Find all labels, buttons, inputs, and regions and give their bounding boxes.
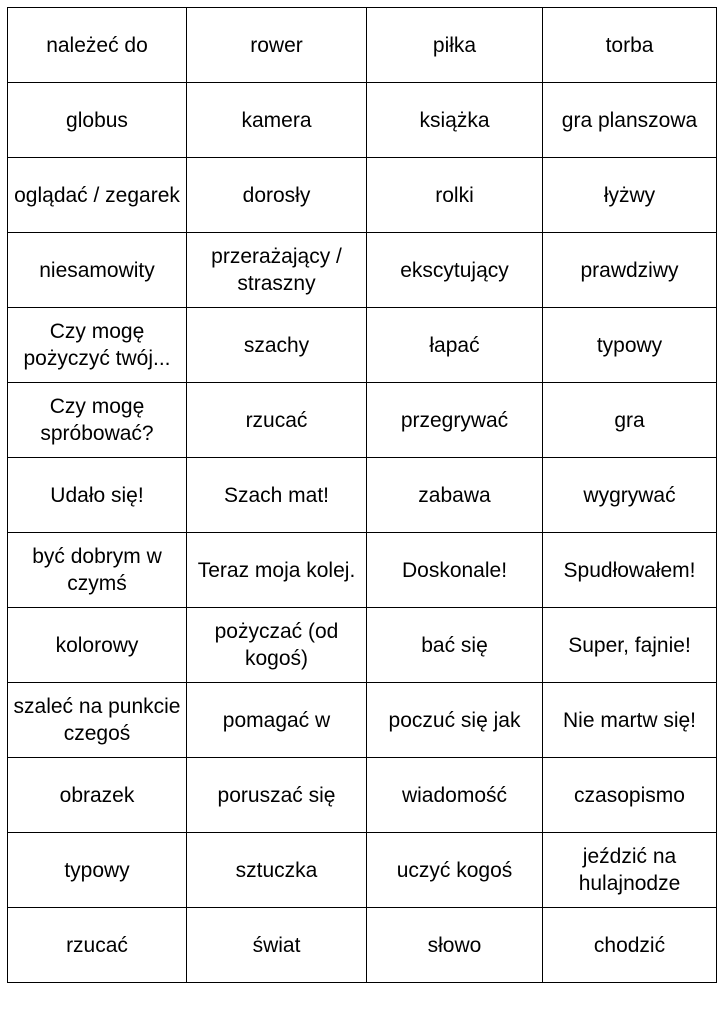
- vocabulary-card: wygrywać: [543, 458, 717, 533]
- card-row: [8, 233, 717, 308]
- vocabulary-card: typowy: [543, 308, 717, 383]
- vocabulary-card: Udało się!: [8, 458, 187, 533]
- vocabulary-card: oglądać / zegarek: [8, 158, 187, 233]
- vocabulary-card: szaleć na punkcie czegoś: [8, 683, 187, 758]
- vocabulary-card: Nie martw się!: [543, 683, 717, 758]
- vocabulary-card: globus: [8, 83, 187, 158]
- vocabulary-card: bać się: [367, 608, 543, 683]
- vocabulary-card: jeździć na hulajnodze: [543, 833, 717, 908]
- vocabulary-card: dorosły: [187, 158, 367, 233]
- card-row: [8, 908, 717, 983]
- vocabulary-card: poczuć się jak: [367, 683, 543, 758]
- vocabulary-card: chodzić: [543, 908, 717, 983]
- card-row: [8, 608, 717, 683]
- vocabulary-card: piłka: [367, 8, 543, 83]
- vocabulary-card: pożyczać (od kogoś): [187, 608, 367, 683]
- vocabulary-card: prawdziwy: [543, 233, 717, 308]
- vocabulary-card: Super, fajnie!: [543, 608, 717, 683]
- vocabulary-card: uczyć kogoś: [367, 833, 543, 908]
- vocabulary-card: Czy mogę spróbować?: [8, 383, 187, 458]
- vocabulary-card: rzucać: [187, 383, 367, 458]
- vocabulary-card: sztuczka: [187, 833, 367, 908]
- vocabulary-card: kamera: [187, 83, 367, 158]
- vocabulary-card: zabawa: [367, 458, 543, 533]
- card-row: [8, 533, 717, 608]
- vocabulary-card: gra: [543, 383, 717, 458]
- vocabulary-card: rolki: [367, 158, 543, 233]
- card-row: [8, 308, 717, 383]
- vocabulary-card: ekscytujący: [367, 233, 543, 308]
- vocabulary-card: niesamowity: [8, 233, 187, 308]
- vocabulary-card: pomagać w: [187, 683, 367, 758]
- vocabulary-card-grid: [7, 7, 717, 983]
- vocabulary-card: torba: [543, 8, 717, 83]
- card-row: [8, 83, 717, 158]
- vocabulary-card: szachy: [187, 308, 367, 383]
- card-row: [8, 833, 717, 908]
- card-row: [8, 383, 717, 458]
- vocabulary-card: obrazek: [8, 758, 187, 833]
- vocabulary-card: rower: [187, 8, 367, 83]
- vocabulary-card: poruszać się: [187, 758, 367, 833]
- vocabulary-card: Szach mat!: [187, 458, 367, 533]
- vocabulary-card: łyżwy: [543, 158, 717, 233]
- vocabulary-card: przegrywać: [367, 383, 543, 458]
- vocabulary-card: Doskonale!: [367, 533, 543, 608]
- vocabulary-card: Czy mogę pożyczyć twój...: [8, 308, 187, 383]
- card-grid-body: [8, 8, 717, 983]
- vocabulary-card: Teraz moja kolej.: [187, 533, 367, 608]
- card-row: [8, 683, 717, 758]
- vocabulary-card: należeć do: [8, 8, 187, 83]
- vocabulary-card: gra planszowa: [543, 83, 717, 158]
- vocabulary-card: łapać: [367, 308, 543, 383]
- vocabulary-card: rzucać: [8, 908, 187, 983]
- vocabulary-card: wiadomość: [367, 758, 543, 833]
- vocabulary-card: przerażający / straszny: [187, 233, 367, 308]
- vocabulary-card: książka: [367, 83, 543, 158]
- vocabulary-card: być dobrym w czymś: [8, 533, 187, 608]
- vocabulary-card: kolorowy: [8, 608, 187, 683]
- vocabulary-card: Spudłowałem!: [543, 533, 717, 608]
- card-row: [8, 8, 717, 83]
- vocabulary-card: słowo: [367, 908, 543, 983]
- vocabulary-card: typowy: [8, 833, 187, 908]
- vocabulary-card: świat: [187, 908, 367, 983]
- card-row: [8, 158, 717, 233]
- card-row: [8, 458, 717, 533]
- vocabulary-card: czasopismo: [543, 758, 717, 833]
- card-row: [8, 758, 717, 833]
